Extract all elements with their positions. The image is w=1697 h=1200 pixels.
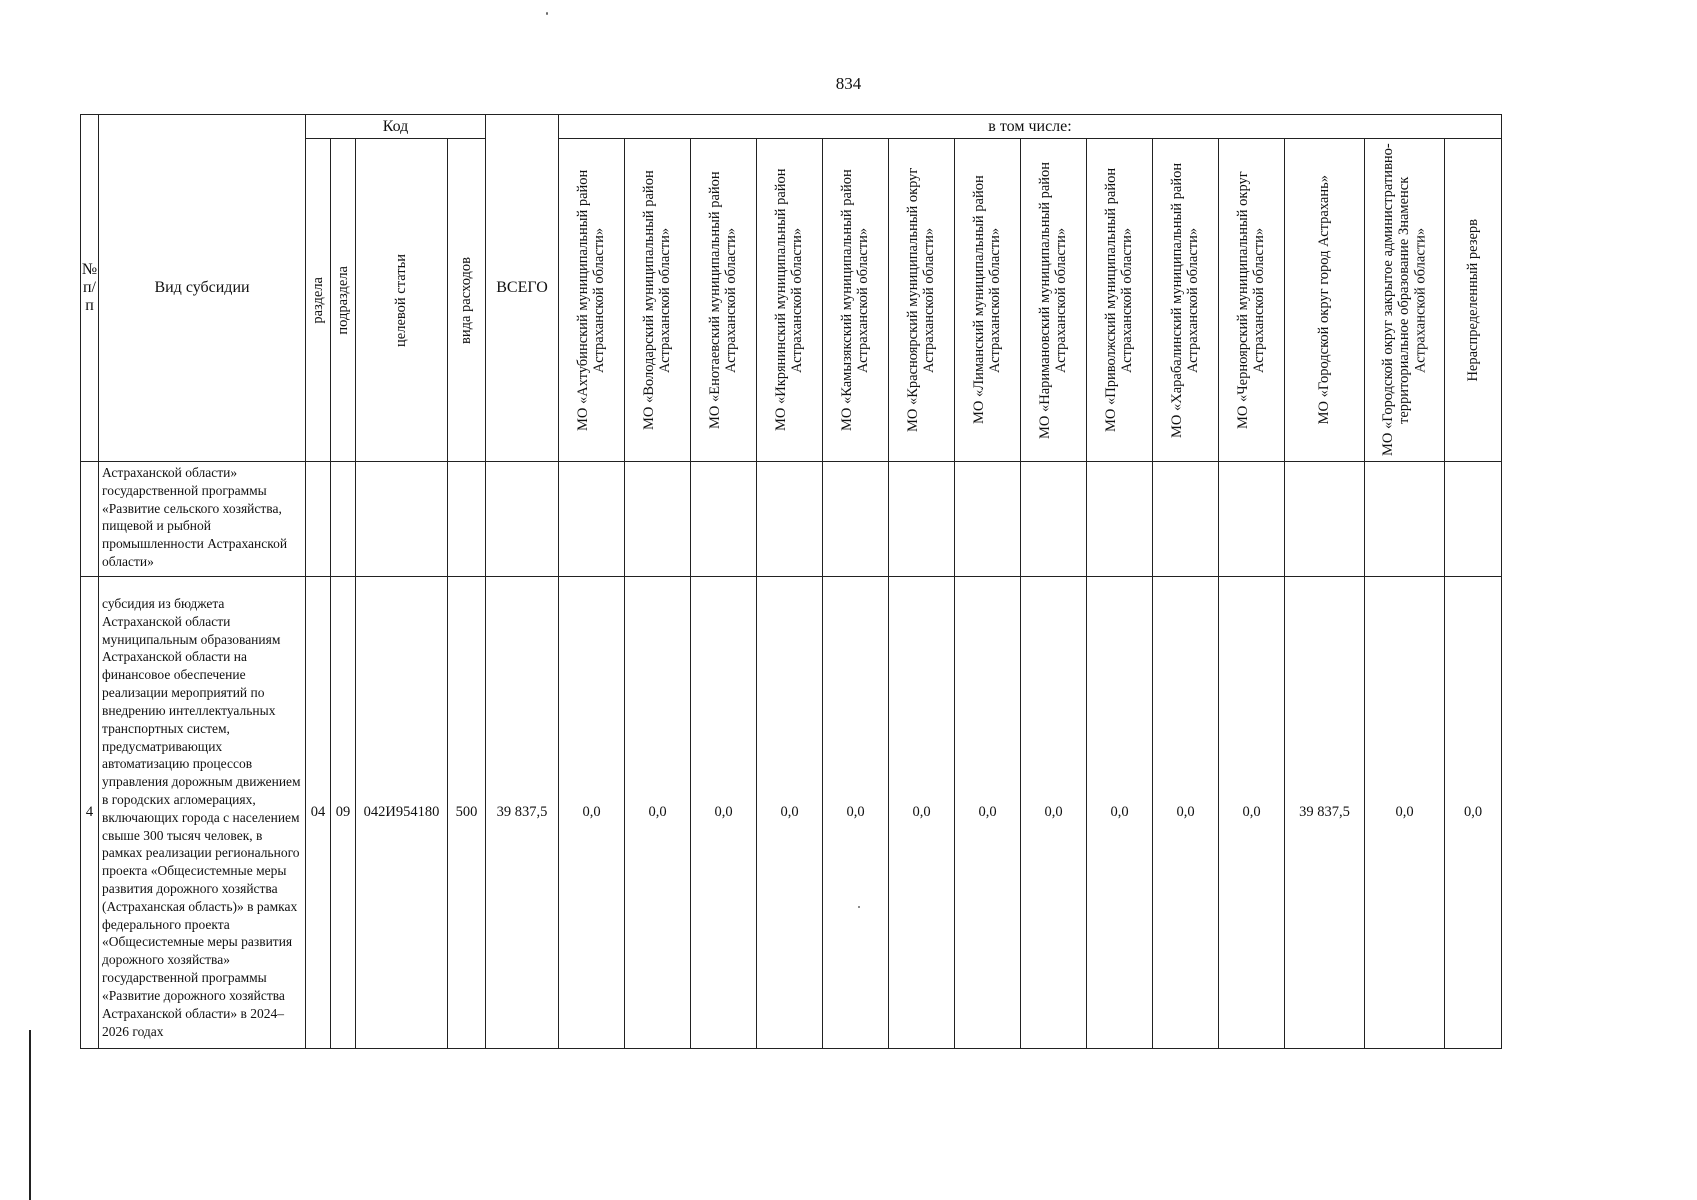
- row-value: [1021, 462, 1087, 577]
- row-section: [306, 462, 331, 577]
- recipient-header-kharabalinsky: МО «Харабалинский муниципальный район Астраханской области»: [1153, 139, 1219, 462]
- row-value: 0,0: [1365, 577, 1445, 1049]
- row-value: [955, 462, 1021, 577]
- recipient-header-ikryaninsky: МО «Икрянинский муниципальный район Астраханской области»: [757, 139, 823, 462]
- row-value: 0,0: [889, 577, 955, 1049]
- row-value: 39 837,5: [1285, 577, 1365, 1049]
- num-header: № п/п: [81, 115, 99, 462]
- row-section: 04: [306, 577, 331, 1049]
- row-value: [1365, 462, 1445, 577]
- subsection-code-header: подраздела: [331, 139, 356, 462]
- including-header: в том числе:: [559, 115, 1502, 139]
- recipient-header-limansky: МО «Лиманский муниципальный район Астраханской области»: [955, 139, 1021, 462]
- recipient-header-znamensk: МО «Городской округ закрытое административно-территориальное образование Знаменск Астраханской области»: [1365, 139, 1445, 462]
- row-value: 0,0: [1219, 577, 1285, 1049]
- row-total: [486, 462, 559, 577]
- target-code-header: целевой статьи: [356, 139, 448, 462]
- subsidy-table: [80, 114, 1502, 1049]
- row-value: [691, 462, 757, 577]
- row-value: [559, 462, 625, 577]
- row-description: субсидия из бюджета Астраханской области муниципальным образованиям Астраханской области на финансовое обеспечение реализации мероприятий по внедрению интеллектуальных транспортных систем, предусматривающих автоматизацию процессов управления дорожным движением в городских агломерациях, включающих города с населением свыше 300 тысяч человек, в рамках реализации регионального проекта «Общесистемные меры развития дорожного хозяйства (Астраханская область)» в рамках федерального проекта «Общесистемные меры развития дорожного хозяйства» государственной программы «Развитие дорожного хозяйства Астраханской области» в 2024–2026 годах: [99, 577, 306, 1049]
- row-value: 0,0: [955, 577, 1021, 1049]
- row-description: Астраханской области» государственной программы «Развитие сельского хозяйства, пищевой и рыбной промышленности Астраханской области»: [99, 462, 306, 577]
- recipient-header-astrakhan-city: МО «Городской округ город Астрахань»: [1285, 139, 1365, 462]
- scan-margin-line: [29, 1030, 31, 1200]
- total-header: ВСЕГО: [486, 115, 559, 462]
- row-value: [823, 462, 889, 577]
- row-value: [1445, 462, 1502, 577]
- recipient-header-chernoyarsky: МО «Черноярский муниципальный округ Астраханской области»: [1219, 139, 1285, 462]
- recipient-header-akhtubinsky: МО «Ахтубинский муниципальный район Астраханской области»: [559, 139, 625, 462]
- row-value: 0,0: [1021, 577, 1087, 1049]
- table-row: [81, 577, 1502, 1049]
- scan-speck: [546, 12, 548, 15]
- recipient-header-volodarsky: МО «Володарский муниципальный район Астраханской области»: [625, 139, 691, 462]
- row-subsection: 09: [331, 577, 356, 1049]
- recipient-header-kamyzyaksky: МО «Камызякский муниципальный район Астраханской области»: [823, 139, 889, 462]
- section-code-header: раздела: [306, 139, 331, 462]
- row-value: 0,0: [1445, 577, 1502, 1049]
- row-value: [757, 462, 823, 577]
- recipient-header-reserve: Нераспределенный резерв: [1445, 139, 1502, 462]
- row-expense-type: 500: [448, 577, 486, 1049]
- row-value: 0,0: [691, 577, 757, 1049]
- row-value: 0,0: [823, 577, 889, 1049]
- recipient-header-narimanovsky: МО «Наримановский муниципальный район Астраханской области»: [1021, 139, 1087, 462]
- row-value: [1087, 462, 1153, 577]
- row-value: 0,0: [757, 577, 823, 1049]
- expense-type-header: вида расходов: [448, 139, 486, 462]
- row-value: [1153, 462, 1219, 577]
- row-value: 0,0: [559, 577, 625, 1049]
- recipient-header-privolzhsky: МО «Приволжский муниципальный район Астраханской области»: [1087, 139, 1153, 462]
- code-group-header: Код: [306, 115, 486, 139]
- row-value: [889, 462, 955, 577]
- row-total: 39 837,5: [486, 577, 559, 1049]
- recipient-header-krasnoyarsky: МО «Красноярский муниципальный округ Астраханской области»: [889, 139, 955, 462]
- row-num: [81, 462, 99, 577]
- table-row: [81, 462, 1502, 577]
- row-value: 0,0: [625, 577, 691, 1049]
- row-subsection: [331, 462, 356, 577]
- row-target: 042И954180: [356, 577, 448, 1049]
- row-value: 0,0: [1087, 577, 1153, 1049]
- row-value: [625, 462, 691, 577]
- recipient-header-enotaevsky: МО «Енотаевский муниципальный район Астраханской области»: [691, 139, 757, 462]
- row-value: 0,0: [1153, 577, 1219, 1049]
- subsidy-type-header: Вид субсидии: [99, 115, 306, 462]
- row-value: [1285, 462, 1365, 577]
- page-number: 834: [835, 74, 862, 93]
- row-target: [356, 462, 448, 577]
- row-expense-type: [448, 462, 486, 577]
- row-value: [1219, 462, 1285, 577]
- row-num: 4: [81, 577, 99, 1049]
- header-row-top: [81, 115, 1502, 139]
